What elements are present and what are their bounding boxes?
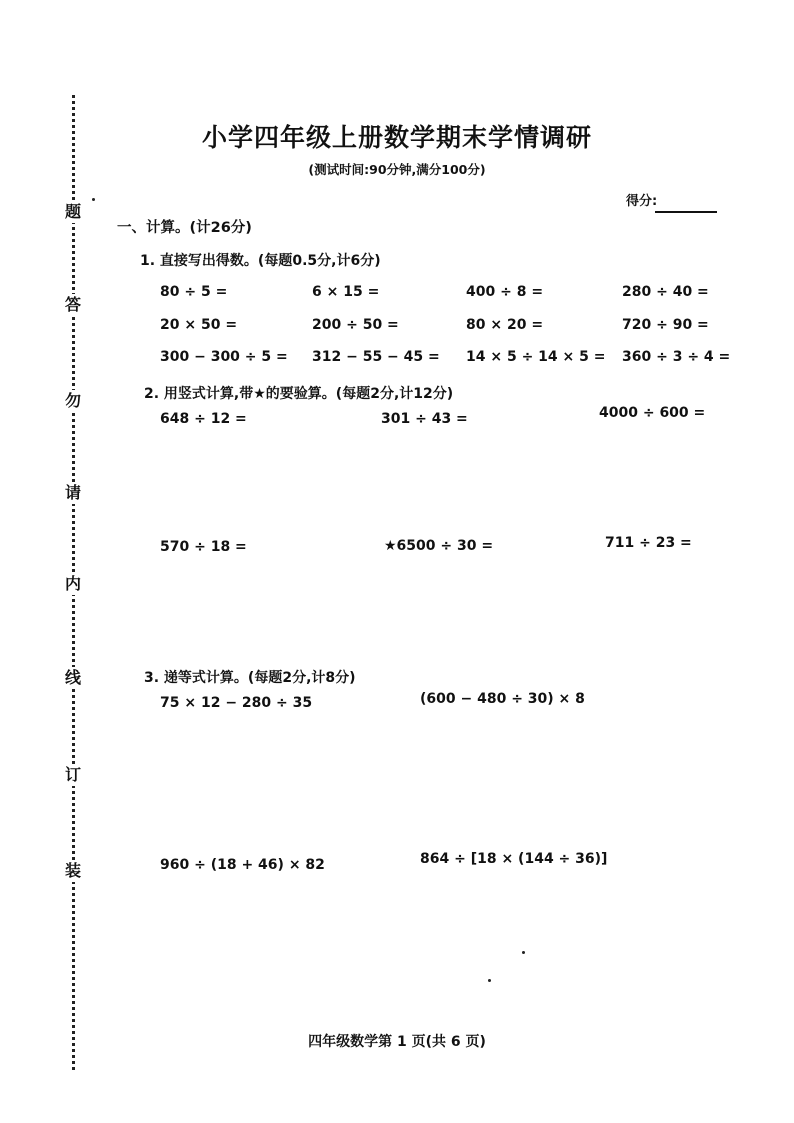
binding-char-nei: 内: [62, 573, 84, 595]
vertical-calc-item: 570 ÷ 18 =: [160, 539, 247, 555]
step-calc-item: 864 ÷ [18 × (144 ÷ 36)]: [420, 851, 608, 867]
binding-char-ti: 题: [62, 201, 84, 223]
question-2-title: 2. 用竖式计算,带★的要验算。(每题2分,计12分): [144, 386, 454, 402]
oral-calc-item: 80 ÷ 5 =: [160, 284, 228, 300]
oral-calc-item: 300 − 300 ÷ 5 =: [160, 349, 288, 365]
step-calc-item: 960 ÷ (18 + 46) × 82: [160, 857, 325, 873]
vertical-calc-item: 4000 ÷ 600 =: [599, 405, 706, 421]
oral-calc-item: 20 × 50 =: [160, 317, 238, 333]
question-3-title: 3. 递等式计算。(每题2分,计8分): [144, 670, 356, 686]
scan-speck: [522, 951, 525, 954]
score-label: 得分:: [626, 194, 658, 209]
section-title: 一、计算。(计26分): [117, 220, 252, 236]
binding-char-zhuang: 装: [62, 860, 84, 882]
oral-calc-item: 400 ÷ 8 =: [466, 284, 544, 300]
step-calc-item: (600 − 480 ÷ 30) × 8: [420, 691, 585, 707]
step-calc-item: 75 × 12 − 280 ÷ 35: [160, 695, 313, 711]
oral-calc-item: 312 − 55 − 45 =: [312, 349, 440, 365]
page-title: 小学四年级上册数学期末学情调研: [201, 123, 592, 152]
scan-speck: [488, 979, 491, 982]
vertical-calc-item: 301 ÷ 43 =: [381, 411, 468, 427]
scan-speck: [92, 198, 95, 201]
question-1-title: 1. 直接写出得数。(每题0.5分,计6分): [140, 253, 381, 269]
binding-char-da: 答: [62, 294, 84, 316]
oral-calc-item: 80 × 20 =: [466, 317, 544, 333]
vertical-calc-item: ★6500 ÷ 30 =: [384, 538, 494, 554]
vertical-calc-item: 648 ÷ 12 =: [160, 411, 247, 427]
oral-calc-item: 6 × 15 =: [312, 284, 380, 300]
binding-char-wu: 勿: [62, 390, 84, 412]
binding-char-ding: 订: [62, 764, 84, 786]
binding-char-qing: 请: [62, 482, 84, 504]
oral-calc-item: 200 ÷ 50 =: [312, 317, 399, 333]
binding-char-xian: 线: [62, 667, 84, 689]
score-blank: [655, 211, 717, 213]
oral-calc-item: 280 ÷ 40 =: [622, 284, 709, 300]
page-footer: 四年级数学第 1 页(共 6 页): [308, 1034, 486, 1050]
oral-calc-item: 360 ÷ 3 ÷ 4 =: [622, 349, 731, 365]
oral-calc-item: 14 × 5 ÷ 14 × 5 =: [466, 349, 606, 365]
test-info: (测试时间:90分钟,满分100分): [308, 162, 486, 177]
vertical-calc-item: 711 ÷ 23 =: [605, 535, 692, 551]
oral-calc-item: 720 ÷ 90 =: [622, 317, 709, 333]
